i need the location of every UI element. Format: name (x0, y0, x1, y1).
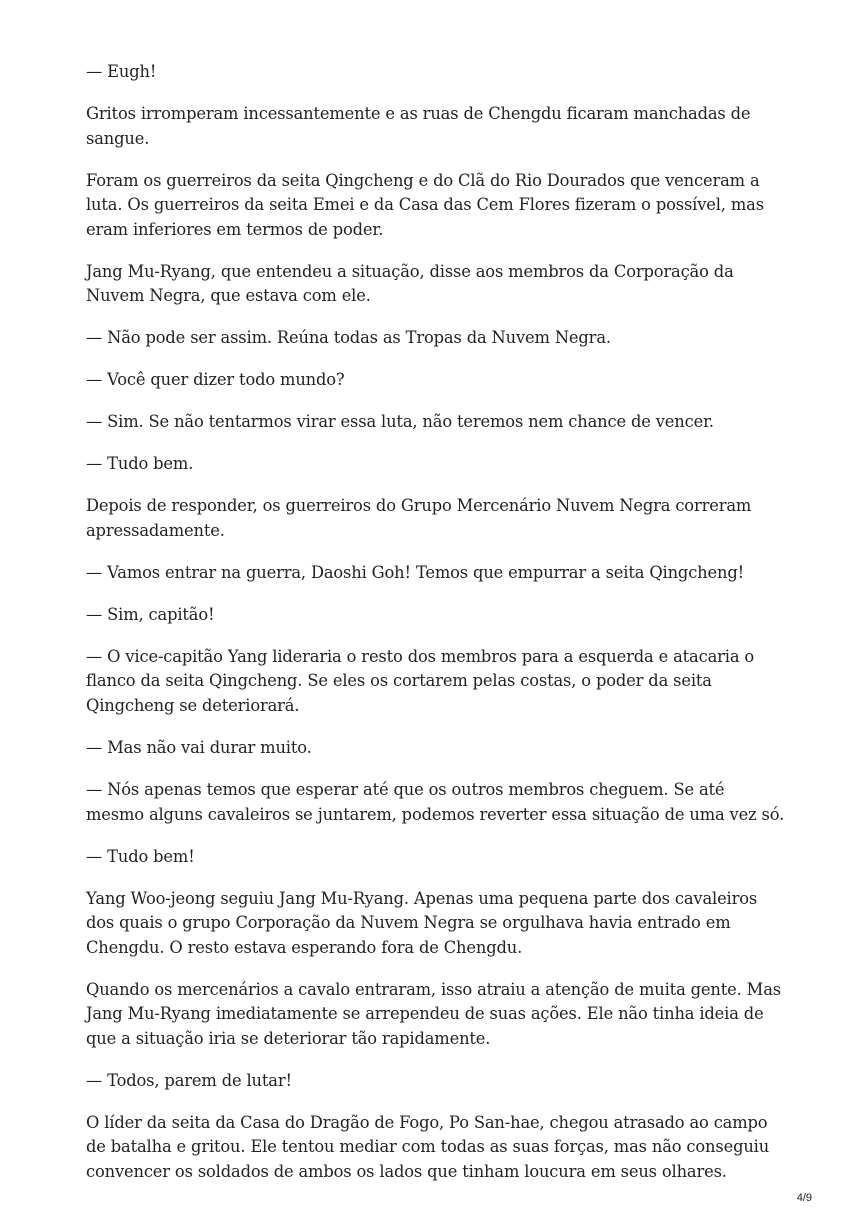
paragraph: — Tudo bem! (86, 846, 195, 866)
paragraph: — Mas não vai durar muito. (86, 737, 312, 757)
paragraph: Jang Mu-Ryang, que entendeu a situação, disse aos membros da Corporação da Nuvem Negra, que estava com ele. (86, 261, 734, 306)
paragraph: Depois de responder, os guerreiros do Grupo Mercenário Nuvem Negra correram apressadamente. (86, 496, 752, 540)
paragraph: Yang Woo-jeong seguiu Jang Mu-Ryang. Apenas uma pequena parte dos cavaleiros dos quais o grupo Corporação da Nuvem Negra se orgulhava havia entrado em Chengdu. O resto estava esperando fora de Chengdu. (86, 888, 758, 957)
paragraph: — Sim, capitão! (86, 604, 215, 624)
page-number: 4/9 (796, 1192, 812, 1204)
paragraph: — Sim. Se não tentarmos virar essa luta, não teremos nem chance de vencer. (86, 412, 714, 432)
paragraph: — Eugh! (86, 62, 157, 81)
paragraph: O líder da seita da Casa do Dragão de Fogo, Po San-hae, chegou atrasado ao campo de batalha e gritou. Ele tentou mediar com todas as suas forças, mas não conseguiu convencer os soldados de ambos os lados que tinham loucura em seus olhares. (86, 1112, 770, 1182)
paragraph: — Você quer dizer todo mundo? (86, 370, 345, 390)
paragraph: Quando os mercenários a cavalo entraram, isso atraiu a atenção de muita gente. Mas Jang Mu-Ryang imediatamente se arrependeu de suas ações. Ele não tinha ideia de que a situação iria se deteriorar tão rapidamente. (86, 979, 781, 1048)
paragraph: — Todos, parem de lutar! (86, 1070, 292, 1090)
paragraph: — Tudo bem. (86, 454, 194, 474)
paragraph: — Não pode ser assim. Reúna todas as Tropas da Nuvem Negra. (86, 328, 611, 348)
document-body (86, 60, 786, 1202)
paragraph: — Nós apenas temos que esperar até que os outros membros cheguem. Se até mesmo alguns cavaleiros se juntarem, podemos reverter essa situação de uma vez só. (86, 779, 785, 824)
paragraph: — Vamos entrar na guerra, Daoshi Goh! Temos que empurrar a seita Qingcheng! (86, 562, 744, 582)
paragraph: — O vice-capitão Yang lideraria o resto dos membros para a esquerda e atacaria o flanco da seita Qingcheng. Se eles os cortarem pelas costas, o poder da seita Qingcheng se deteriorará. (86, 646, 755, 715)
paragraph: Gritos irromperam incessantemente e as ruas de Chengdu ficaram manchadas de sangue. (86, 103, 751, 148)
paragraph: Foram os guerreiros da seita Qingcheng e do Clã do Rio Dourados que venceram a luta. Os guerreiros da seita Emei e da Casa das Cem Flores fizeram o possível, mas eram inferiores em termos de poder. (86, 170, 764, 239)
